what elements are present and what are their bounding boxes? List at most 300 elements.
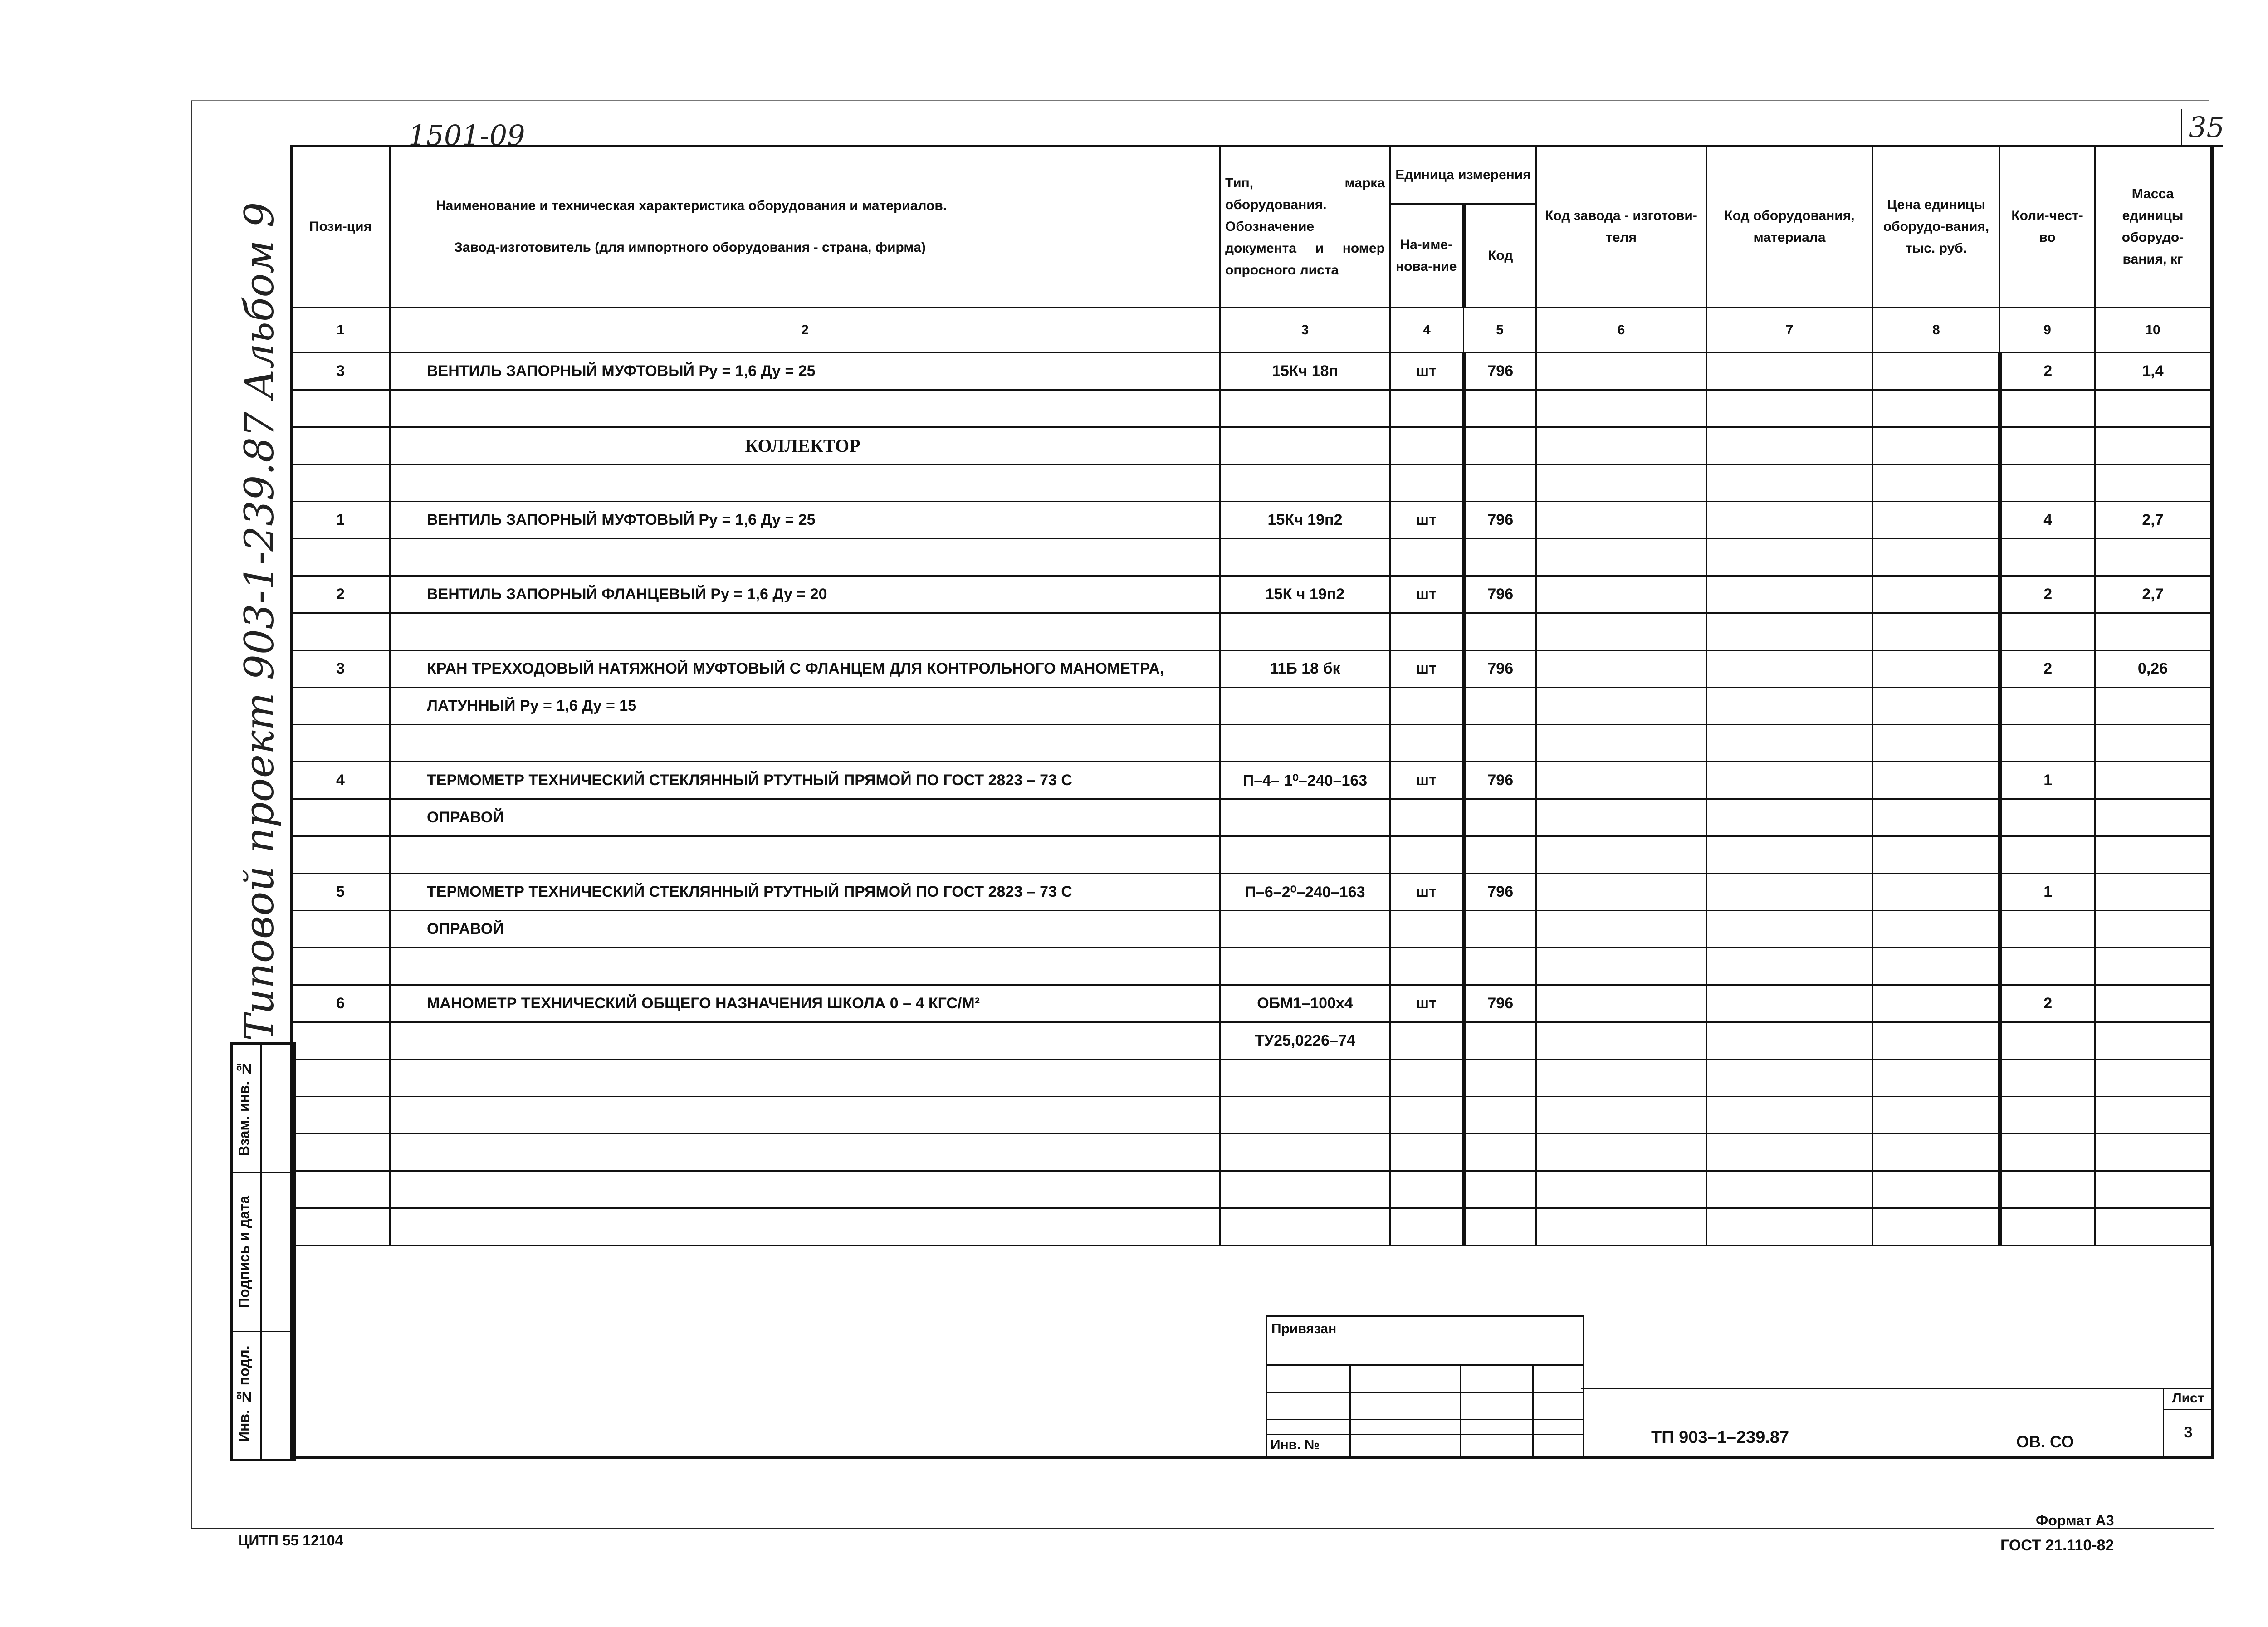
cell-empty bbox=[1536, 725, 1706, 762]
cell-qty bbox=[2000, 948, 2095, 985]
cell-empty bbox=[1706, 613, 1873, 650]
cell-empty bbox=[1536, 985, 1706, 1022]
cell-code bbox=[1464, 725, 1536, 762]
code-handwritten: 1501-09 bbox=[408, 119, 525, 152]
cell-type: ТУ25,0226–74 bbox=[1220, 1022, 1390, 1060]
cell-code bbox=[1464, 799, 1536, 836]
privyazan-line-1 bbox=[1267, 1364, 1583, 1366]
cell-empty bbox=[1873, 948, 2000, 985]
table-body bbox=[291, 353, 2211, 1246]
cell-type bbox=[1220, 836, 1390, 874]
footer-cipt: ЦИТП 55 12104 bbox=[238, 1532, 343, 1549]
cell-name: КОЛЛЕКТОР bbox=[390, 427, 1220, 464]
cell-unit: шт bbox=[1390, 576, 1464, 613]
cell-empty bbox=[1706, 725, 1873, 762]
cell-empty bbox=[1536, 650, 1706, 688]
cell-code: 796 bbox=[1464, 353, 1536, 390]
cell-unit bbox=[1390, 427, 1464, 464]
colnum-1: 1 bbox=[291, 308, 390, 353]
cell-name: ОПРАВОЙ bbox=[390, 911, 1220, 948]
cell-code bbox=[1464, 836, 1536, 874]
frame-outer-top bbox=[191, 100, 2209, 101]
privyazan-line-3 bbox=[1267, 1419, 1583, 1420]
colnum-2: 2 bbox=[390, 308, 1220, 353]
cell-empty bbox=[1536, 502, 1706, 539]
table-row bbox=[291, 1208, 2211, 1246]
cell-qty bbox=[2000, 1022, 2095, 1060]
cell-empty bbox=[1873, 650, 2000, 688]
header-name bbox=[390, 146, 1220, 308]
cell-empty bbox=[1873, 464, 2000, 502]
cell-code bbox=[1464, 1060, 1536, 1097]
cell-empty bbox=[1873, 613, 2000, 650]
title-block-top-line bbox=[1581, 1388, 2211, 1389]
table-row bbox=[291, 1134, 2211, 1171]
cell-empty bbox=[1873, 688, 2000, 725]
cell-empty bbox=[1706, 762, 1873, 799]
privyazan-block bbox=[1266, 1315, 1584, 1459]
header-equipment-code: Код оборудования, материала bbox=[1706, 146, 1873, 308]
side-handwritten-title: Типовой проект 903-1-239.87 Альбом 9 bbox=[236, 202, 283, 1041]
cell-pos: 6 bbox=[291, 985, 390, 1022]
column-numbers-row bbox=[291, 308, 2211, 353]
sheet-number-box bbox=[2181, 109, 2223, 147]
cell-code bbox=[1464, 390, 1536, 427]
cell-empty bbox=[1873, 1208, 2000, 1246]
cell-code bbox=[1464, 1171, 1536, 1208]
header-name-line2: Завод-изготовитель (для импортного оборудования - страна, фирма) bbox=[454, 239, 926, 255]
table-row bbox=[291, 576, 2211, 613]
cell-code bbox=[1464, 911, 1536, 948]
cell-qty bbox=[2000, 427, 2095, 464]
cell-qty bbox=[2000, 1097, 2095, 1134]
cell-mass bbox=[2095, 985, 2211, 1022]
cell-mass bbox=[2095, 836, 2211, 874]
cell-name bbox=[390, 390, 1220, 427]
cell-qty: 4 bbox=[2000, 502, 2095, 539]
cell-mass bbox=[2095, 1022, 2211, 1060]
cell-code: 796 bbox=[1464, 502, 1536, 539]
cell-qty: 2 bbox=[2000, 576, 2095, 613]
cell-pos bbox=[291, 1097, 390, 1134]
table-row bbox=[291, 427, 2211, 464]
cell-pos bbox=[291, 1134, 390, 1171]
table-row bbox=[291, 985, 2211, 1022]
cell-unit bbox=[1390, 1208, 1464, 1246]
table-row bbox=[291, 688, 2211, 725]
cell-code: 796 bbox=[1464, 874, 1536, 911]
cell-empty bbox=[1536, 613, 1706, 650]
cell-empty bbox=[1536, 427, 1706, 464]
cell-empty bbox=[1873, 1060, 2000, 1097]
cell-empty bbox=[1873, 799, 2000, 836]
cell-pos: 1 bbox=[291, 502, 390, 539]
cell-name: ЛАТУННЫЙ Ру = 1,6 Ду = 15 bbox=[390, 688, 1220, 725]
list-number: 3 bbox=[2184, 1424, 2193, 1441]
cell-mass bbox=[2095, 1208, 2211, 1246]
cell-empty bbox=[1706, 390, 1873, 427]
cell-code bbox=[1464, 948, 1536, 985]
cell-qty bbox=[2000, 464, 2095, 502]
cell-mass bbox=[2095, 1171, 2211, 1208]
cell-qty bbox=[2000, 1134, 2095, 1171]
cell-empty bbox=[1873, 1097, 2000, 1134]
cell-type bbox=[1220, 390, 1390, 427]
cell-empty bbox=[1706, 799, 1873, 836]
cell-empty bbox=[1536, 1022, 1706, 1060]
cell-type bbox=[1220, 539, 1390, 576]
cell-mass bbox=[2095, 539, 2211, 576]
cell-empty bbox=[1536, 1208, 1706, 1246]
header-unit-name: На-име-нова-ние bbox=[1390, 204, 1464, 308]
table-row bbox=[291, 836, 2211, 874]
frame-outer-left bbox=[191, 100, 192, 1529]
table-row bbox=[291, 390, 2211, 427]
cell-empty bbox=[1706, 353, 1873, 390]
cell-empty bbox=[1536, 1134, 1706, 1171]
header-type: Тип, марка оборудования. Обозначение документа и номер опросного листа bbox=[1220, 146, 1390, 308]
cell-code bbox=[1464, 464, 1536, 502]
cell-qty bbox=[2000, 688, 2095, 725]
footer-format: Формат А3 bbox=[2036, 1512, 2114, 1529]
left-stamp-divider bbox=[260, 1045, 262, 1459]
cell-empty bbox=[1536, 874, 1706, 911]
cell-empty bbox=[1706, 464, 1873, 502]
cell-qty: 2 bbox=[2000, 985, 2095, 1022]
cell-unit bbox=[1390, 390, 1464, 427]
privyazan-vline-3 bbox=[1532, 1364, 1534, 1457]
cell-empty bbox=[1536, 836, 1706, 874]
cell-empty bbox=[1536, 799, 1706, 836]
colnum-6: 6 bbox=[1536, 308, 1706, 353]
cell-empty bbox=[1706, 985, 1873, 1022]
frame-outer-bottom bbox=[191, 1528, 2214, 1529]
cell-empty bbox=[1706, 539, 1873, 576]
cell-qty: 1 bbox=[2000, 762, 2095, 799]
cell-type bbox=[1220, 464, 1390, 502]
cell-qty bbox=[2000, 799, 2095, 836]
cell-pos bbox=[291, 911, 390, 948]
cell-unit bbox=[1390, 688, 1464, 725]
cell-unit bbox=[1390, 911, 1464, 948]
cell-pos bbox=[291, 427, 390, 464]
cell-unit: шт bbox=[1390, 502, 1464, 539]
cell-code bbox=[1464, 1097, 1536, 1134]
cell-mass bbox=[2095, 911, 2211, 948]
cell-unit bbox=[1390, 948, 1464, 985]
cell-type: П–4– 1⁰–240–163 bbox=[1220, 762, 1390, 799]
cell-code: 796 bbox=[1464, 985, 1536, 1022]
cell-pos bbox=[291, 688, 390, 725]
cell-qty bbox=[2000, 836, 2095, 874]
cell-type: 11Б 18 бк bbox=[1220, 650, 1390, 688]
doc-code: ТП 903–1–239.87 bbox=[1651, 1428, 1789, 1447]
cell-type bbox=[1220, 911, 1390, 948]
cell-name bbox=[390, 1097, 1220, 1134]
cell-name bbox=[390, 725, 1220, 762]
cell-unit: шт bbox=[1390, 353, 1464, 390]
cell-empty bbox=[1706, 836, 1873, 874]
cell-unit bbox=[1390, 464, 1464, 502]
stamp-vzam: Взам. инв. № bbox=[236, 1060, 252, 1157]
cell-unit bbox=[1390, 1171, 1464, 1208]
colnum-4: 4 bbox=[1390, 308, 1464, 353]
cell-empty bbox=[1873, 874, 2000, 911]
stamp-inv: Инв. № подл. bbox=[236, 1345, 252, 1442]
cell-empty bbox=[1536, 464, 1706, 502]
cell-type bbox=[1220, 427, 1390, 464]
cell-name bbox=[390, 539, 1220, 576]
cell-unit: шт bbox=[1390, 650, 1464, 688]
cell-unit bbox=[1390, 539, 1464, 576]
cell-empty bbox=[1873, 836, 2000, 874]
cell-type: П–6–2⁰–240–163 bbox=[1220, 874, 1390, 911]
cell-type bbox=[1220, 799, 1390, 836]
cell-unit: шт bbox=[1390, 874, 1464, 911]
cell-pos bbox=[291, 613, 390, 650]
cell-empty bbox=[1536, 688, 1706, 725]
cell-name: ВЕНТИЛЬ ЗАПОРНЫЙ МУФТОВЫЙ Ру = 1,6 Ду = 25 bbox=[390, 502, 1220, 539]
colnum-5: 5 bbox=[1464, 308, 1536, 353]
cell-mass bbox=[2095, 762, 2211, 799]
cell-mass: 1,4 bbox=[2095, 353, 2211, 390]
cell-qty bbox=[2000, 390, 2095, 427]
table-row bbox=[291, 650, 2211, 688]
table-row bbox=[291, 1171, 2211, 1208]
privyazan-vline-2 bbox=[1460, 1364, 1461, 1457]
cell-pos bbox=[291, 1208, 390, 1246]
cell-type: 15Кч 19п2 bbox=[1220, 502, 1390, 539]
table-row bbox=[291, 948, 2211, 985]
table-row bbox=[291, 725, 2211, 762]
cell-type: 15Кч 18п bbox=[1220, 353, 1390, 390]
table-row bbox=[291, 911, 2211, 948]
cell-name bbox=[390, 1134, 1220, 1171]
cell-code: 796 bbox=[1464, 650, 1536, 688]
cell-name bbox=[390, 948, 1220, 985]
cell-code bbox=[1464, 539, 1536, 576]
cell-unit bbox=[1390, 1134, 1464, 1171]
header-position: Пози-ция bbox=[291, 146, 390, 308]
cell-name bbox=[390, 1060, 1220, 1097]
header-mass: Масса единицы оборудо-вания, кг bbox=[2095, 146, 2211, 308]
colnum-7: 7 bbox=[1706, 308, 1873, 353]
privyazan-line-4 bbox=[1267, 1434, 1583, 1435]
header-quantity: Коли-чест-во bbox=[2000, 146, 2095, 308]
cell-empty bbox=[1706, 1171, 1873, 1208]
cell-empty bbox=[1873, 427, 2000, 464]
table-row bbox=[291, 464, 2211, 502]
table-row bbox=[291, 762, 2211, 799]
cell-empty bbox=[1873, 911, 2000, 948]
cell-code bbox=[1464, 688, 1536, 725]
cell-unit bbox=[1390, 1022, 1464, 1060]
cell-empty bbox=[1706, 427, 1873, 464]
cell-empty bbox=[1706, 650, 1873, 688]
cell-qty bbox=[2000, 725, 2095, 762]
cell-type: ОБМ1–100х4 bbox=[1220, 985, 1390, 1022]
cell-empty bbox=[1873, 1022, 2000, 1060]
cell-type bbox=[1220, 688, 1390, 725]
cell-qty: 1 bbox=[2000, 874, 2095, 911]
cell-type bbox=[1220, 613, 1390, 650]
colnum-10: 10 bbox=[2095, 308, 2211, 353]
cell-empty bbox=[1536, 539, 1706, 576]
table-row bbox=[291, 874, 2211, 911]
cell-mass bbox=[2095, 948, 2211, 985]
cell-pos bbox=[291, 390, 390, 427]
cell-pos bbox=[291, 1022, 390, 1060]
cell-empty bbox=[1873, 985, 2000, 1022]
cell-pos bbox=[291, 539, 390, 576]
cell-empty bbox=[1873, 576, 2000, 613]
cell-empty bbox=[1536, 1060, 1706, 1097]
cell-qty bbox=[2000, 613, 2095, 650]
cell-type: 15К ч 19п2 bbox=[1220, 576, 1390, 613]
cell-pos bbox=[291, 836, 390, 874]
cell-name: КРАН ТРЕХХОДОВЫЙ НАТЯЖНОЙ МУФТОВЫЙ С ФЛАНЦЕМ ДЛЯ КОНТРОЛЬНОГО МАНОМЕТРА, bbox=[390, 650, 1220, 688]
cell-empty bbox=[1706, 1097, 1873, 1134]
cell-mass: 2,7 bbox=[2095, 576, 2211, 613]
cell-qty bbox=[2000, 1060, 2095, 1097]
cell-pos bbox=[291, 725, 390, 762]
cell-empty bbox=[1706, 1022, 1873, 1060]
frame-inner-bottom bbox=[290, 1456, 2214, 1459]
cell-unit bbox=[1390, 613, 1464, 650]
cell-mass bbox=[2095, 613, 2211, 650]
cell-mass: 0,26 bbox=[2095, 650, 2211, 688]
cell-code bbox=[1464, 1134, 1536, 1171]
cell-name bbox=[390, 613, 1220, 650]
cell-type bbox=[1220, 1060, 1390, 1097]
header-factory-code: Код завода - изготови-теля bbox=[1536, 146, 1706, 308]
cell-type bbox=[1220, 1134, 1390, 1171]
cell-empty bbox=[1536, 1171, 1706, 1208]
cell-empty bbox=[1873, 1171, 2000, 1208]
cell-mass bbox=[2095, 427, 2211, 464]
cell-empty bbox=[1706, 502, 1873, 539]
cell-mass bbox=[2095, 688, 2211, 725]
table-row bbox=[291, 799, 2211, 836]
cell-mass bbox=[2095, 1134, 2211, 1171]
privyazan-line-2 bbox=[1267, 1392, 1583, 1393]
cell-mass bbox=[2095, 464, 2211, 502]
stamp-podpis: Подпись и дата bbox=[236, 1196, 252, 1309]
cell-mass bbox=[2095, 390, 2211, 427]
table-row bbox=[291, 353, 2211, 390]
cell-empty bbox=[1536, 762, 1706, 799]
table-row bbox=[291, 1097, 2211, 1134]
cell-qty bbox=[2000, 911, 2095, 948]
cell-mass bbox=[2095, 1060, 2211, 1097]
cell-empty bbox=[1873, 390, 2000, 427]
cell-pos: 3 bbox=[291, 650, 390, 688]
cell-name: ОПРАВОЙ bbox=[390, 799, 1220, 836]
cell-pos bbox=[291, 464, 390, 502]
cell-name bbox=[390, 1208, 1220, 1246]
header-name-line1: Наименование и техническая характеристика оборудования и материалов. bbox=[436, 198, 947, 213]
cell-empty bbox=[1536, 948, 1706, 985]
privyazan-label: Привязан bbox=[1271, 1321, 1337, 1336]
colnum-3: 3 bbox=[1220, 308, 1390, 353]
cell-empty bbox=[1873, 725, 2000, 762]
table-row bbox=[291, 613, 2211, 650]
cell-name bbox=[390, 836, 1220, 874]
cell-name bbox=[390, 1171, 1220, 1208]
privyazan-vline-1 bbox=[1349, 1364, 1351, 1457]
cell-pos bbox=[291, 948, 390, 985]
cell-unit bbox=[1390, 799, 1464, 836]
cell-type bbox=[1220, 1171, 1390, 1208]
cell-empty bbox=[1873, 762, 2000, 799]
cell-type bbox=[1220, 1097, 1390, 1134]
cell-mass bbox=[2095, 725, 2211, 762]
header-unit-code: Код bbox=[1464, 204, 1536, 308]
cell-pos: 3 bbox=[291, 353, 390, 390]
cell-empty bbox=[1873, 502, 2000, 539]
cell-empty bbox=[1706, 948, 1873, 985]
list-label: Лист bbox=[2164, 1388, 2212, 1410]
cell-empty bbox=[1536, 911, 1706, 948]
cell-pos bbox=[291, 1060, 390, 1097]
cell-pos: 2 bbox=[291, 576, 390, 613]
colnum-8: 8 bbox=[1873, 308, 2000, 353]
footer-gost: ГОСТ 21.110-82 bbox=[2000, 1537, 2114, 1554]
cell-qty bbox=[2000, 1208, 2095, 1246]
sheet-number-handwritten: 35 bbox=[2189, 111, 2224, 144]
cell-name: МАНОМЕТР ТЕХНИЧЕСКИЙ ОБЩЕГО НАЗНАЧЕНИЯ ШКОЛА 0 – 4 КГС/М² bbox=[390, 985, 1220, 1022]
cell-code bbox=[1464, 1208, 1536, 1246]
cell-name: ВЕНТИЛЬ ЗАПОРНЫЙ МУФТОВЫЙ Ру = 1,6 Ду = 25 bbox=[390, 353, 1220, 390]
doc-mark: ОВ. СО bbox=[2016, 1432, 2074, 1451]
cell-name: ТЕРМОМЕТР ТЕХНИЧЕСКИЙ СТЕКЛЯННЫЙ РТУТНЫЙ ПРЯМОЙ ПО ГОСТ 2823 – 73 С bbox=[390, 874, 1220, 911]
header-price: Цена единицы оборудо-вания, тыс. руб. bbox=[1873, 146, 2000, 308]
table-row bbox=[291, 539, 2211, 576]
cell-empty bbox=[1873, 353, 2000, 390]
cell-qty: 2 bbox=[2000, 650, 2095, 688]
cell-code bbox=[1464, 613, 1536, 650]
specification-table bbox=[290, 145, 2211, 1246]
header-unit-group: Единица измерения bbox=[1390, 146, 1536, 204]
cell-empty bbox=[1706, 1134, 1873, 1171]
cell-pos bbox=[291, 799, 390, 836]
cell-name: ТЕРМОМЕТР ТЕХНИЧЕСКИЙ СТЕКЛЯННЫЙ РТУТНЫЙ ПРЯМОЙ ПО ГОСТ 2823 – 73 С bbox=[390, 762, 1220, 799]
left-stamp bbox=[230, 1042, 296, 1461]
table-row bbox=[291, 502, 2211, 539]
cell-unit: шт bbox=[1390, 985, 1464, 1022]
cell-empty bbox=[1706, 1208, 1873, 1246]
cell-empty bbox=[1873, 539, 2000, 576]
cell-pos: 5 bbox=[291, 874, 390, 911]
cell-pos bbox=[291, 1171, 390, 1208]
cell-unit bbox=[1390, 725, 1464, 762]
cell-type bbox=[1220, 1208, 1390, 1246]
cell-empty bbox=[1706, 576, 1873, 613]
cell-empty bbox=[1536, 353, 1706, 390]
cell-code bbox=[1464, 1022, 1536, 1060]
colnum-9: 9 bbox=[2000, 308, 2095, 353]
cell-empty bbox=[1873, 1134, 2000, 1171]
cell-empty bbox=[1536, 390, 1706, 427]
table-row bbox=[291, 1022, 2211, 1060]
cell-unit bbox=[1390, 836, 1464, 874]
cell-name: ВЕНТИЛЬ ЗАПОРНЫЙ ФЛАНЦЕВЫЙ Ру = 1,6 Ду = 20 bbox=[390, 576, 1220, 613]
cell-empty bbox=[1706, 688, 1873, 725]
cell-code bbox=[1464, 427, 1536, 464]
cell-unit bbox=[1390, 1060, 1464, 1097]
cell-mass bbox=[2095, 799, 2211, 836]
cell-qty bbox=[2000, 1171, 2095, 1208]
